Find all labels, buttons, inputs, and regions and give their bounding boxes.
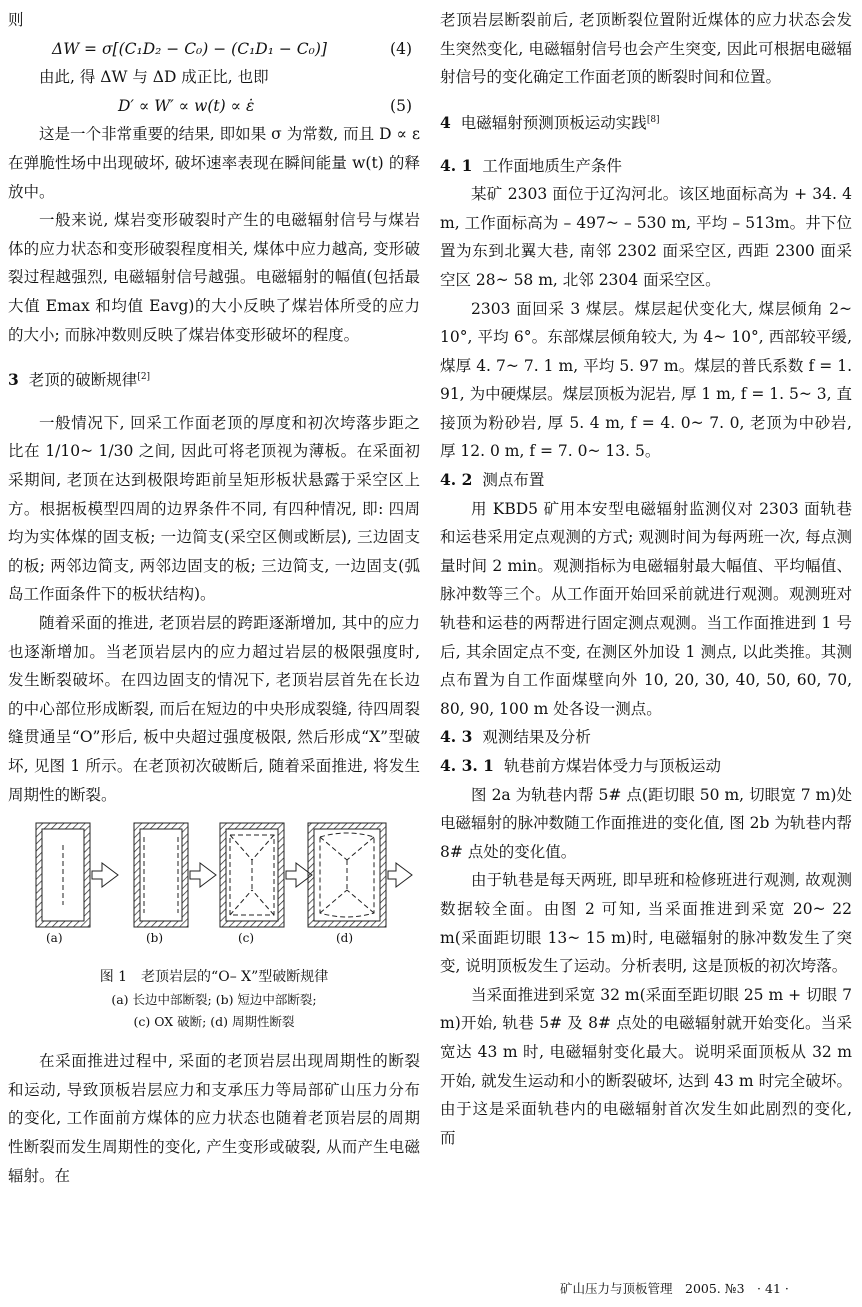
equation-5 — [8, 92, 420, 121]
para-proportional: 由此, 得 ΔW 与 ΔD 成正比, 也即 — [39, 68, 269, 87]
figure-1d-plate — [308, 823, 412, 927]
equation-4-expr: ΔW = σ[(C₁D₂ − C₀) − (C₁D₁ − C₀)] — [52, 39, 327, 58]
section-4-ref: [8] — [646, 114, 660, 125]
section-4-heading — [440, 106, 852, 138]
figure-1a-plate — [36, 823, 118, 927]
para-periodic-fracture: 在采面推进过程中, 采面的老顶岩层出现周期性的断裂和运动, 导致顶板岩层应力和支承压力等局部矿山压力分布的变化, 工作面前方煤体的应力状态也随着老顶岩层的周期性断裂而发生周期性的变化, 产生变形或破裂, 从而产生电磁辐射。在 — [8, 1052, 420, 1185]
advance-arrow-icon — [92, 863, 118, 887]
section-3-ref: [2] — [137, 372, 151, 383]
figure-1-label-a: (a) — [46, 931, 63, 946]
para-continuation: 老顶岩层断裂前后, 老顶断裂位置附近煤体的应力状态会发生突然变化, 电磁辐射信号也会产生突变, 因此可根据电磁辐射信号的变化确定工作面老顶的断裂时间和位置。 — [440, 11, 852, 87]
equation-4-number: (4) — [390, 39, 412, 58]
section-4-3-1-title: 轨巷前方煤岩体受力与顶板运动 — [503, 757, 721, 775]
para-ox-fracture: 随着采面的推进, 老顶岩层的跨距逐渐增加, 其中的应力也逐渐增加。当老顶岩层内的应力超过岩层的极限强度时, 发生断裂破坏。在四边固支的情况下, 老顶岩层首先在长边的中心部位形成断裂, 而后在短边的中央形成裂缝, 待四周裂缝贯通呈“O”形后, 板中央超过强度极限, 然后形成“X”型破坏, 见图 1 所示。在老顶初次破断后, 随着采面推进, 将发生周期性的断裂。 — [8, 614, 420, 804]
para-coal-seam: 2303 面回采 3 煤层。煤层起伏变化大, 煤层倾角 2~ 10°, 平均 6°。东部煤层倾角较大, 为 4~ 10°, 西部较平缓, 煤厚 4. 7~ 7. 1 m, 平均 5. 97 m。煤层的普氏系数 f = 1. 91, 为中硬煤层。煤层顶板为泥岩, 厚 1 m, f = 1. 5~ 3, 直接顶为粉砂岩, 厚 5. 4 m, f = 4. 0~ 7. 0, 老顶为中砂岩, 厚 12. 0 m, f = 7. 0~ 13. 5。 — [440, 299, 852, 461]
figure-1-subcaption-2: (c) OX 破断; (d) 周期性断裂 — [133, 1014, 295, 1030]
para-figure-2: 图 2a 为轨巷内帮 5# 点(距切眼 50 m, 切眼宽 7 m)处电磁辐射的脉冲数随工作面推进的变化值, 图 2b 为轨巷内帮 8# 点处的变化值。 — [440, 785, 852, 861]
section-4-2-number: 4. 2 — [440, 470, 473, 490]
figure-1b-plate — [134, 823, 216, 927]
para-em-signal: 一般来说, 煤岩变形破裂时产生的电磁辐射信号与煤岩体的应力状态和变形破裂程度相关, 煤体中应力越高, 变形破裂过程越强烈, 电磁辐射信号越强。电磁辐射的幅值(包括最大值 Emax 和均值 Eavg)的大小反映了煤岩体所受的应力的大小; 而脉冲数则反映了煤岩体变形破坏的程度。 — [8, 211, 420, 344]
figure-1-diagram — [8, 815, 420, 935]
section-4-1-number: 4. 1 — [440, 155, 473, 175]
figure-1-label-b: (b) — [146, 931, 164, 946]
para-first-caving: 由于轨巷是每天两班, 即早班和检修班进行观测, 故观测数据较全面。由图 2 可知, 当采面推进到采宽 20~ 22 m(采面距切眼 13~ 15 m)时, 电磁辐射的脉冲数发生了突变, 说明顶板发生了运动。分析表明, 这是顶板的初次垮落。 — [440, 871, 852, 976]
equation-4 — [8, 35, 420, 64]
section-4-3-1-number: 4. 3. 1 — [440, 756, 494, 775]
right-column — [440, 6, 852, 1152]
section-4-2-title: 测点布置 — [482, 471, 545, 490]
page-footer: 矿山压力与顶板管理 2005. №3 · 41 · — [560, 1281, 789, 1296]
section-4-1-heading — [440, 152, 852, 181]
figure-1-subcaption-1: (a) 长边中部断裂; (b) 短边中部断裂; — [111, 992, 317, 1008]
equation-5-expr: D′ ∝ W′ ∝ w(t) ∝ ε̇ — [118, 96, 255, 115]
equation-5-number: (5) — [390, 96, 412, 115]
section-3-number: 3 — [8, 370, 19, 390]
left-column — [8, 6, 420, 1190]
para-em-change: 当采面推进到采宽 32 m(采面至距切眼 25 m + 切眼 7 m)开始, 轨巷 5# 及 8# 点处的电磁辐射就开始变化。当采宽达 43 m 时, 电磁辐射变化最大。说明采面顶板从 32 m 开始, 就发生运动和小的断裂破坏, 达到 43 m 时完全破坏。由于这是采面轨巷内的电磁辐射首次发生如此剧烈的变化, 而 — [440, 985, 852, 1147]
section-4-3-number: 4. 3 — [440, 727, 473, 747]
section-4-1-title: 工作面地质生产条件 — [482, 156, 622, 175]
para-geology: 某矿 2303 面位于辽沟河北。该区地面标高为 + 34. 4 m, 工作面标高为 – 497~ – 530 m, 平均 – 513m。井下位置为东到北翼大巷, 南邻 2302 面采空区, 西距 2300 面采空区 28~ 58 m, 北邻 2304 面采空区。 — [440, 185, 852, 289]
section-4-number: 4 — [440, 112, 451, 132]
section-3-title: 老顶的破断规律 — [28, 371, 138, 390]
para-measuring-points: 用 KBD5 矿用本安型电磁辐射监测仪对 2303 面轨巷和运巷采用定点观测的方式; 观测时间为每两班一次, 每点测量时间 2 min。观测指标为电磁辐射最大幅值、平均幅值、脉冲数等三个。从工作面开始回采前就进行观测。观测班对轨巷和运巷的两帮进行固定测点观测。当工作面推进到 1 号后, 其余固定点不变, 在测区外加设 1 测点, 以此类推。其测点布置为自工作面煤壁向外 10, 20, 30, 40, 50, 60, 70, 80, 90, 100 m 处各设一测点。 — [440, 499, 852, 718]
advance-arrow-icon — [388, 863, 412, 887]
section-3-heading — [8, 363, 420, 395]
section-4-2-heading — [440, 466, 852, 495]
figure-1c-plate — [220, 823, 312, 927]
section-4-3-1-heading — [440, 752, 852, 781]
para-result: 这是一个非常重要的结果, 即如果 σ 为常数, 而且 D ∝ ε 在弹脆性场中出现破坏, 破坏速率表现在瞬间能量 w(t) 的释放中。 — [8, 125, 420, 201]
figure-1-label-c: (c) — [238, 931, 255, 946]
section-4-3-heading — [440, 723, 852, 752]
figure-1-caption: 图 1 老顶岩层的“O– X”型破断规律 — [99, 969, 329, 986]
figure-1-label-d: (d) — [336, 931, 354, 946]
section-4-3-title: 观测结果及分析 — [482, 728, 591, 747]
figure-1 — [8, 815, 420, 965]
para-roof-plate: 一般情况下, 回采工作面老顶的厚度和初次垮落步距之比在 1/10~ 1/30 之间, 因此可将老顶视为薄板。在采面初采期间, 老顶在达到极限垮距前呈矩形板状悬露于采空区上方。根据板模型四周的边界条件不同, 有四种情况, 即: 四周均为实体煤的固支板; 一边简支(采空区侧或断层), 三边固支的板; 两邻边简支, 两邻边固支的板; 三边简支, 一边固支(弧岛工作面条件下的板状结构)。 — [8, 413, 420, 604]
para-intro: 则 — [8, 11, 24, 29]
section-4-title: 电磁辐射预测顶板运动实践 — [460, 113, 647, 132]
advance-arrow-icon — [190, 863, 216, 887]
